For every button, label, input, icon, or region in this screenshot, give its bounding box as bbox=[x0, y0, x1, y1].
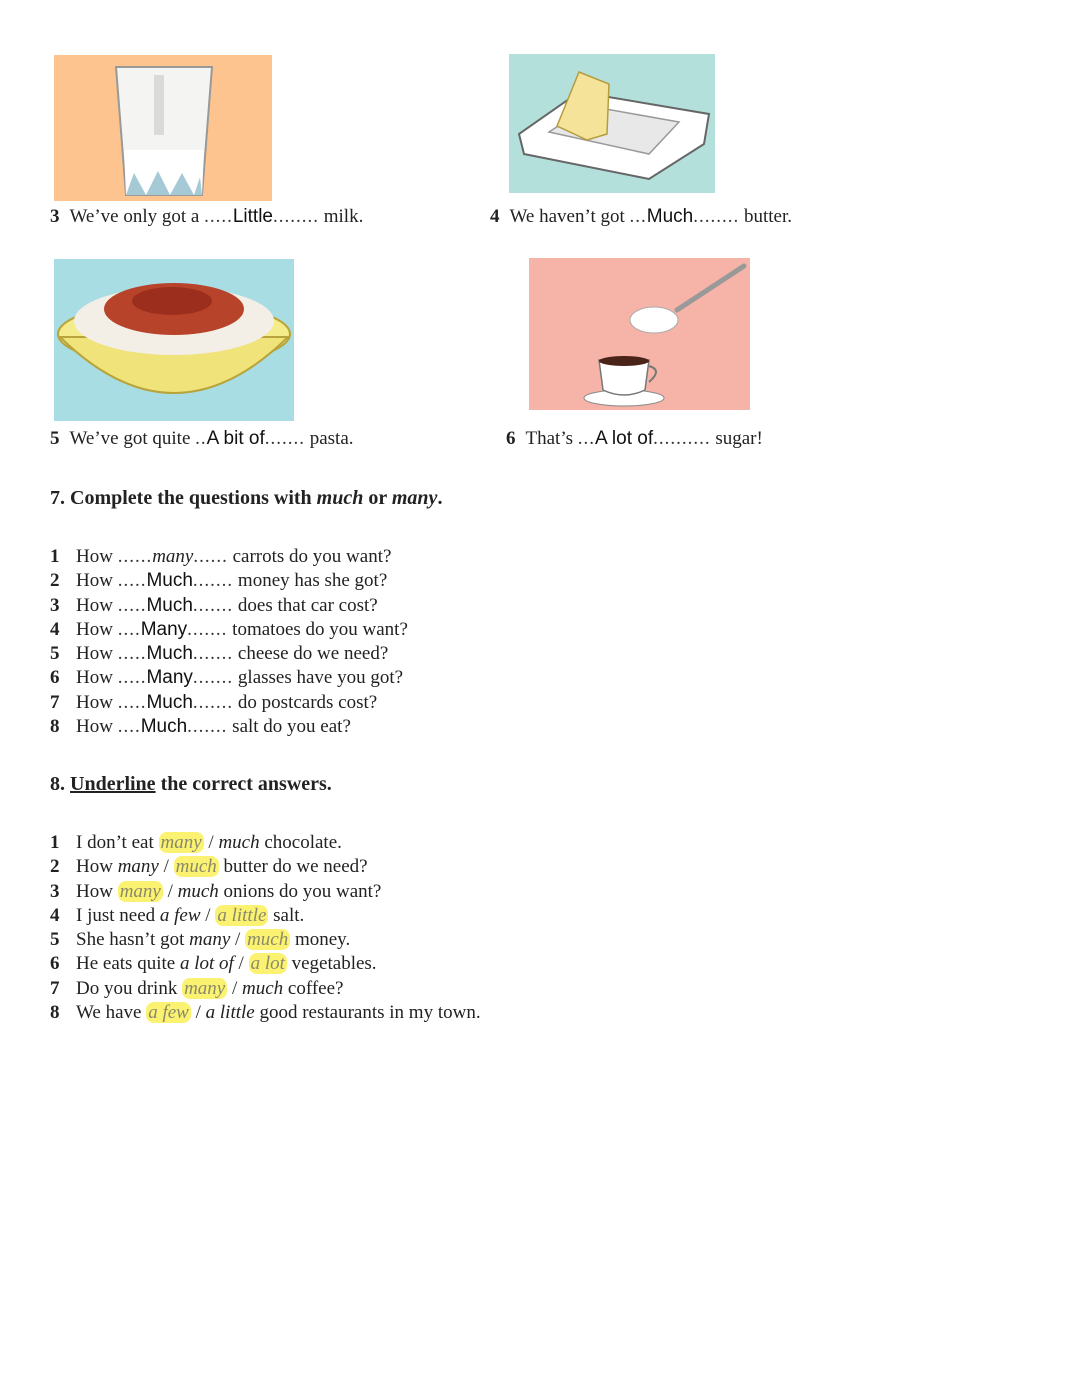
question-text: glasses have you got? bbox=[237, 667, 404, 689]
answer-much: Much bbox=[646, 206, 694, 227]
item-text: We’ve only got a bbox=[69, 206, 200, 227]
how-word: How bbox=[76, 546, 113, 567]
slash-separator: / bbox=[190, 1002, 206, 1024]
question-number: 3 bbox=[50, 594, 60, 616]
slash-separator: / bbox=[227, 977, 243, 999]
item-6 bbox=[506, 428, 763, 450]
item-4 bbox=[490, 206, 792, 228]
question-row bbox=[50, 666, 408, 690]
section-8-sentences bbox=[50, 831, 481, 1025]
item-text-end: milk. bbox=[323, 206, 364, 227]
item-text-end: butter. bbox=[743, 206, 793, 227]
question-number: 6 bbox=[50, 667, 60, 689]
sentence-row bbox=[50, 855, 481, 879]
question-row bbox=[50, 618, 408, 642]
question-text: salt do you eat? bbox=[232, 716, 351, 738]
blank-dots: ....... bbox=[187, 716, 228, 738]
option: much bbox=[177, 880, 219, 902]
question-number: 7 bbox=[50, 691, 60, 713]
blank-dots: ....... bbox=[192, 643, 234, 665]
sentence-start: She hasn’t got bbox=[76, 929, 185, 951]
item-5 bbox=[50, 428, 354, 450]
answer-a-lot-of: A lot of bbox=[595, 428, 654, 449]
item-number: 5 bbox=[50, 428, 60, 449]
sentence-end: butter do we need? bbox=[223, 856, 368, 878]
slash-separator: / bbox=[203, 832, 219, 853]
handwritten-answer: Much bbox=[146, 594, 193, 616]
blank-dots: .... bbox=[117, 716, 141, 738]
slash-separator: / bbox=[158, 856, 174, 878]
question-row bbox=[50, 715, 408, 739]
sentence-end: onions do you want? bbox=[223, 880, 382, 902]
blank-dots: ....... bbox=[264, 428, 305, 449]
blank-dots: .... bbox=[117, 618, 141, 640]
sentence-start: How bbox=[76, 856, 113, 878]
item-number: 6 bbox=[506, 428, 516, 449]
blank-dots: ...... bbox=[117, 546, 153, 567]
how-word: How bbox=[76, 691, 113, 713]
glass-of-milk-picture bbox=[54, 55, 272, 201]
sentence-end: chocolate. bbox=[264, 832, 342, 853]
blank-dots: ... bbox=[577, 428, 595, 449]
highlighted-option: many bbox=[160, 832, 202, 853]
sentence-end: salt. bbox=[273, 904, 305, 926]
slash-separator: / bbox=[162, 880, 178, 902]
option: much bbox=[218, 832, 260, 853]
sentence-number: 4 bbox=[50, 904, 60, 926]
highlighted-option: a lot bbox=[250, 953, 285, 975]
sentence-end: good restaurants in my town. bbox=[259, 1002, 481, 1024]
blank-dots: ....... bbox=[192, 570, 234, 592]
highlighted-option: much bbox=[247, 929, 289, 951]
printed-answer: many bbox=[152, 546, 194, 567]
item-text-end: pasta. bbox=[309, 428, 354, 449]
slash-separator: / bbox=[200, 904, 216, 926]
how-word: How bbox=[76, 594, 113, 616]
sentence-number: 8 bbox=[50, 1002, 60, 1024]
answer-a-bit-of: A bit of bbox=[206, 428, 265, 449]
sentence-row bbox=[50, 831, 481, 855]
question-text: money has she got? bbox=[237, 570, 388, 592]
blank-dots: ....... bbox=[192, 594, 234, 616]
question-row bbox=[50, 691, 408, 715]
heading-word-or: or bbox=[368, 487, 387, 509]
sentence-start: How bbox=[76, 880, 113, 902]
heading-word-many: many bbox=[391, 487, 438, 509]
item-3 bbox=[50, 206, 363, 228]
sentence-row bbox=[50, 880, 481, 904]
item-number: 3 bbox=[50, 206, 60, 227]
how-word: How bbox=[76, 667, 113, 689]
slash-separator: / bbox=[230, 929, 246, 951]
item-text: We’ve got quite bbox=[69, 428, 191, 449]
sentence-row bbox=[50, 1001, 481, 1025]
heading-period: . bbox=[437, 487, 443, 509]
item-text-end: sugar! bbox=[715, 428, 763, 449]
handwritten-answer: Much bbox=[146, 691, 193, 713]
highlighted-option: many bbox=[119, 880, 161, 902]
question-number: 5 bbox=[50, 643, 60, 665]
blank-dots: ....... bbox=[192, 667, 234, 689]
question-number: 4 bbox=[50, 618, 60, 640]
blank-dots: ........ bbox=[693, 206, 740, 227]
blank-dots: ....... bbox=[187, 618, 228, 640]
question-number: 8 bbox=[50, 716, 60, 738]
handwritten-answer: Many bbox=[140, 618, 188, 640]
butter-dish-picture bbox=[509, 54, 715, 193]
highlighted-option: much bbox=[175, 856, 217, 878]
option: a little bbox=[205, 1002, 255, 1024]
question-text: carrots do you want? bbox=[232, 546, 392, 567]
question-text: cheese do we need? bbox=[237, 643, 389, 665]
how-word: How bbox=[76, 643, 113, 665]
sugar-spoon-cup-picture bbox=[529, 258, 750, 410]
how-word: How bbox=[76, 716, 113, 738]
question-row bbox=[50, 642, 408, 666]
handwritten-answer: Much bbox=[146, 643, 193, 665]
sentence-number: 7 bbox=[50, 977, 60, 999]
handwritten-answer: Much bbox=[146, 570, 193, 592]
blank-dots: ..... bbox=[204, 206, 233, 227]
blank-dots: ........ bbox=[273, 206, 319, 227]
heading-number: 8. bbox=[50, 773, 65, 795]
sentence-number: 2 bbox=[50, 856, 60, 878]
heading-underline-word: Underline bbox=[70, 773, 156, 795]
section-8-heading bbox=[50, 773, 332, 796]
sentence-start: Do you drink bbox=[76, 977, 178, 999]
item-text: We haven’t got bbox=[509, 206, 625, 227]
sentence-row bbox=[50, 952, 481, 976]
sentence-end: money. bbox=[294, 929, 351, 951]
blank-dots: ...... bbox=[193, 546, 228, 567]
heading-text: the correct answers. bbox=[160, 773, 332, 795]
option: much bbox=[242, 977, 284, 999]
question-row bbox=[50, 569, 408, 593]
blank-dots: ... bbox=[629, 206, 647, 227]
heading-word-much: much bbox=[316, 487, 364, 509]
sentence-number: 3 bbox=[50, 880, 60, 902]
blank-dots: ..... bbox=[117, 643, 147, 665]
section-7-questions bbox=[50, 545, 408, 739]
highlighted-option: a little bbox=[217, 904, 267, 926]
question-text: do postcards cost? bbox=[237, 691, 378, 713]
spaghetti-bowl-picture bbox=[54, 259, 294, 421]
sentence-start: I don’t eat bbox=[76, 832, 154, 853]
highlighted-option: a few bbox=[148, 1002, 189, 1024]
option: many bbox=[189, 929, 231, 951]
sentence-start: I just need bbox=[76, 904, 156, 926]
sentence-end: coffee? bbox=[287, 977, 344, 999]
how-word: How bbox=[76, 618, 113, 640]
blank-dots: ....... bbox=[192, 691, 234, 713]
question-text: does that car cost? bbox=[237, 594, 378, 616]
sentence-row bbox=[50, 977, 481, 1001]
sentence-start: We have bbox=[76, 1002, 142, 1024]
question-number: 1 bbox=[50, 546, 60, 567]
option: a lot of bbox=[179, 953, 234, 975]
blank-dots: ..... bbox=[117, 667, 147, 689]
question-row bbox=[50, 594, 408, 618]
option: many bbox=[117, 856, 159, 878]
handwritten-answer: Much bbox=[140, 716, 188, 738]
slash-separator: / bbox=[233, 953, 249, 975]
item-text: That’s bbox=[525, 428, 573, 449]
blank-dots: .. bbox=[195, 428, 207, 449]
sentence-number: 1 bbox=[50, 832, 60, 853]
question-row bbox=[50, 545, 408, 569]
answer-little: Little bbox=[232, 206, 273, 227]
handwritten-answer: Many bbox=[146, 667, 193, 689]
sentence-row bbox=[50, 928, 481, 952]
sentence-end: vegetables. bbox=[291, 953, 377, 975]
highlighted-option: many bbox=[184, 977, 226, 999]
how-word: How bbox=[76, 570, 113, 592]
sentence-number: 5 bbox=[50, 929, 60, 951]
sentence-number: 6 bbox=[50, 953, 60, 975]
item-number: 4 bbox=[490, 206, 500, 227]
blank-dots: ..... bbox=[117, 594, 147, 616]
question-number: 2 bbox=[50, 570, 60, 592]
section-7-heading bbox=[50, 487, 442, 510]
heading-text: 7. Complete the questions with bbox=[50, 487, 312, 509]
blank-dots: ..... bbox=[117, 570, 147, 592]
blank-dots: ..... bbox=[117, 691, 147, 713]
question-text: tomatoes do you want? bbox=[232, 618, 408, 640]
sentence-row bbox=[50, 904, 481, 928]
blank-dots: .......... bbox=[653, 428, 711, 449]
sentence-start: He eats quite bbox=[76, 953, 176, 975]
option: a few bbox=[159, 904, 201, 926]
